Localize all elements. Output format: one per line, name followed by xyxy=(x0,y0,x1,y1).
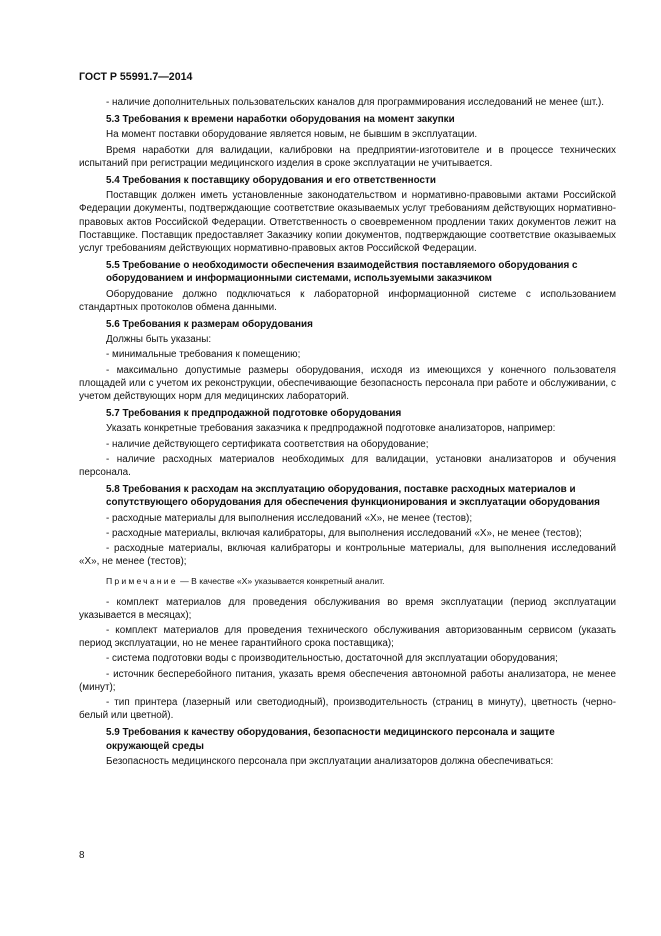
note-label: Примечание xyxy=(106,575,178,586)
note xyxy=(79,575,616,588)
list-item: - система подготовки воды с производительностью, достаточной для эксплуатации оборудования; xyxy=(106,653,558,665)
section-heading-5-6: 5.6 Требования к размерам оборудования xyxy=(106,319,313,331)
list-item: - расходные материалы, включая калибраторы, для выполнения исследований «Х», не менее (тестов); xyxy=(106,527,582,539)
list-item: - максимально допустимые размеры оборудования, исходя из имеющихся у конечного пользователя площадей или с учетом их реконструкции, обеспечивающие безопасность персонала при работе и обслуживании, с учетом действующих норм для медицинских лабораторий. xyxy=(79,364,616,403)
list-item: - наличие действующего сертификата соответствия на оборудование; xyxy=(106,438,429,450)
page-content xyxy=(79,96,616,770)
list-item: - источник бесперебойного питания, указать время обеспечения автономной работы анализатора, не менее (минут); xyxy=(79,668,616,693)
list-item: - комплект материалов для проведения технического обслуживания авторизованным сервисом (указать период эксплуатации, но не менее гарантийного срока поставщика); xyxy=(79,624,616,650)
paragraph: Безопасность медицинского персонала при эксплуатации анализаторов должна обеспечиваться: xyxy=(106,755,554,767)
page-number: 8 xyxy=(79,850,85,861)
paragraph: Указать конкретные требования заказчика к предпродажной подготовке анализаторов, например: xyxy=(106,423,556,435)
list-item: - расходные материалы для выполнения исследований «Х», не менее (тестов); xyxy=(106,512,473,524)
paragraph: - наличие дополнительных пользовательских каналов для программирования исследований не менее (шт.). xyxy=(106,97,604,108)
section-heading-5-4: 5.4 Требования к поставщику оборудования и его ответственности xyxy=(106,175,436,187)
list-item: - наличие расходных материалов необходимых для валидации, установки анализаторов и обучения персонала. xyxy=(79,453,616,479)
paragraph: Время наработки для валидации, калибровки на предприятии-изготовителе и в процессе технических испытаний при регистрации медицинского изделия в сроке эксплуатации не учитывается. xyxy=(79,144,616,169)
section-heading-5-8: 5.8 Требования к расходам на эксплуатацию оборудования, поставке расходных материалов и сопутствующего оборудования для обеспечения функционирования и эксплуатации оборудования xyxy=(106,484,600,509)
list-item: - минимальные требования к помещению; xyxy=(106,349,301,361)
paragraph: Должны быть указаны: xyxy=(106,334,212,346)
list-item: - расходные материалы, включая калибраторы и контрольные материалы, для выполнения исследований «Х», не менее (тестов); xyxy=(79,543,616,568)
section-heading-5-5: 5.5 Требование о необходимости обеспечения взаимодействия поставляемого оборудования с оборудованием и информационными системами, используемыми заказчиком xyxy=(106,260,578,285)
paragraph: Оборудование должно подключаться к лабораторной информационной системе с использованием стандартных протоколов обмена данными. xyxy=(79,288,616,313)
list-item: - тип принтера (лазерный или светодиодный), производительность (страниц в минуту), цветность (черно-белый или цветной). xyxy=(79,696,616,722)
section-heading-5-9: 5.9 Требования к качеству оборудования, безопасности медицинского персонала и защите окружающей среды xyxy=(106,727,555,752)
paragraph: На момент поставки оборудование является новым, не бывшим в эксплуатации. xyxy=(106,129,478,141)
list-item: - комплект материалов для проведения обслуживания во время эксплуатации (период эксплуатации указывается в месяцах); xyxy=(79,596,616,621)
section-heading-5-3: 5.3 Требования к времени наработки оборудования на момент закупки xyxy=(106,114,455,126)
document-header: ГОСТ Р 55991.7—2014 xyxy=(79,71,193,83)
paragraph: Поставщик должен иметь установленные законодательством и нормативно-правовыми актами Российской Федерации документы, подтверждающие соответствие оказываемых услуг требованиям действующих нормативно-правовых актов Российской Федерации. Ответственность о своевременном продлении таких документов лежит на Поставщике. Поставщик предоставляет Заказчику копии документов, подтверждающие соответствие оказываемых услуг требованиям действующих нормативно-правовых актов Российской Федерации. xyxy=(79,190,616,255)
note-text: — В качестве «Х» указывается конкретный аналит. xyxy=(177,575,385,586)
section-heading-5-7: 5.7 Требования к предпродажной подготовке оборудования xyxy=(106,408,402,420)
